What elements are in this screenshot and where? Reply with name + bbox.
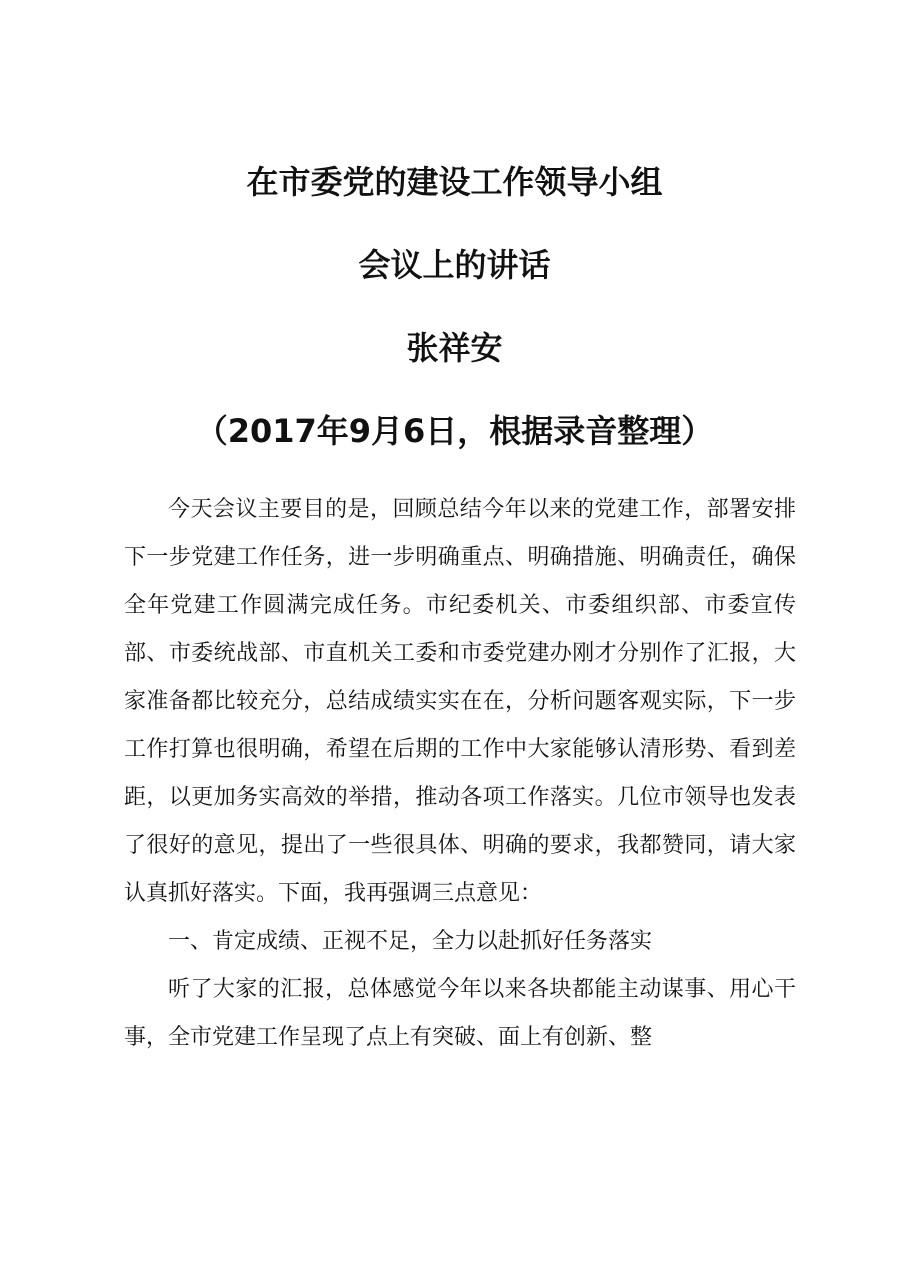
document-title-line-2: 会议上的讲话	[358, 246, 551, 284]
speaker-name: 张祥安	[406, 329, 503, 367]
body-paragraph-intro: 今天会议主要目的是，回顾总结今年以来的党建工作，部署安排下一步党建工作任务，进一步明确重点、明确措施、明确责任，确保全年党建工作圆满完成任务。市纪委机关、市委组织部、市委宣传部、市委统战部、市直机关工委和市委党建办刚才分别作了汇报，大家准备都比较充分，总结成绩实实在在，分析问题客观实际，下一步工作打算也很明确，希望在后期的工作中大家能够认清形势、看到差距，以更加务实高效的举措，推动各项工作落实。几位市领导也发表了很好的意见，提出了一些很具体、明确的要求，我都赞同，请大家认真抓好落实。下面，我再强调三点意见：	[124, 497, 796, 906]
title-block	[0, 160, 909, 492]
document-title-line-1: 在市委党的建设工作领导小组	[246, 163, 663, 201]
date-note: （2017年9月6日，根据录音整理）	[195, 412, 714, 450]
body-paragraph-section-1: 听了大家的汇报，总体感觉今年以来各块都能主动谋事、用心干事，全市党建工作呈现了点上有突破、面上有创新、整	[124, 977, 796, 1050]
section-heading-1: 一、肯定成绩、正视不足，全力以赴抓好任务落实	[168, 929, 653, 954]
document-body	[124, 486, 796, 1062]
